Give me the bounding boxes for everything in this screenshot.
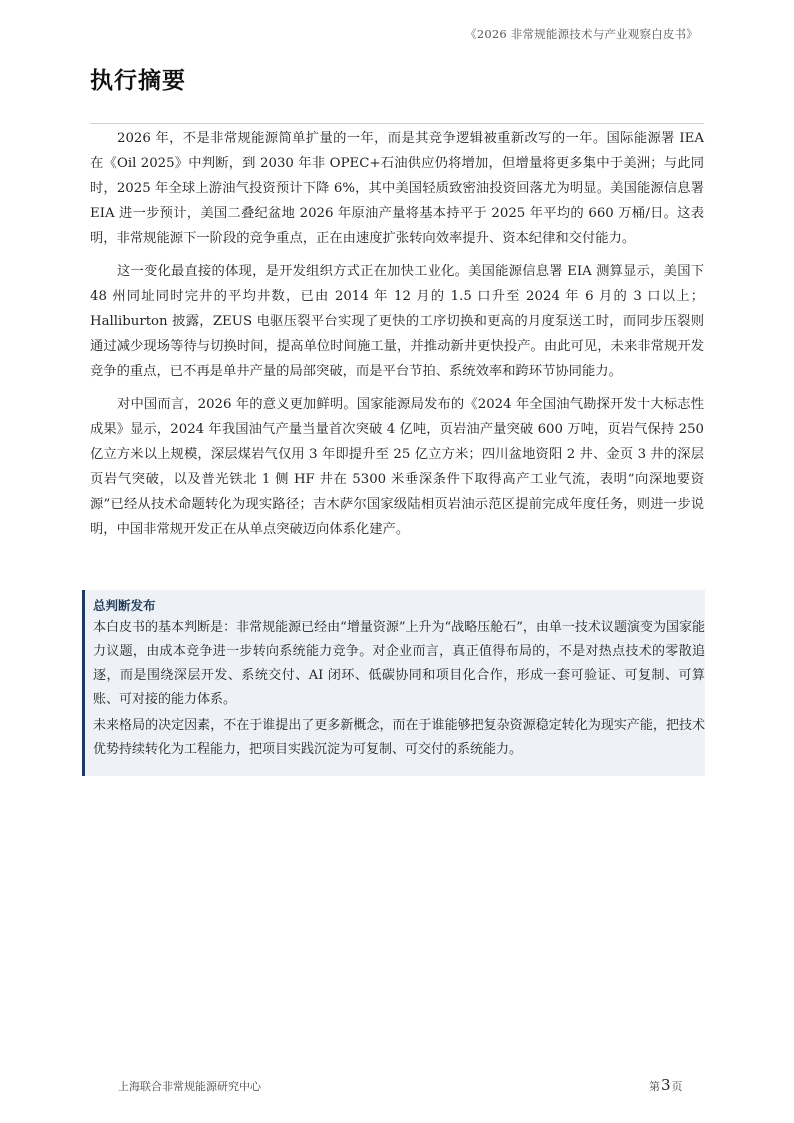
page-suffix: 页 [671, 1080, 683, 1093]
callout-heading: 总判断发布 [93, 598, 156, 613]
conclusion-callout [82, 590, 705, 776]
body-paragraph: 对中国而言，2026 年的意义更加鲜明。国家能源局发布的《2024 年全国油气勘探开发十大标志性成果》显示，2024 年我国油气产量当量首次突破 4 亿吨，页岩油产量突破 600 万吨，页岩气保持 250 亿立方米以上规模，深层煤岩气仅用 3 年即提升至 25 亿立方米；四川盆地资阳 2 井、金页 3 井的深层页岩气突破，以及普光铁北 1 侧 HF 井在 5300 米垂深条件下取得高产工业气流，表明“向深地要资源”已经从技术命题转化为现实路径；吉木萨尔国家级陆相页岩油示范区提前完成年度任务，则进一步说明，中国非常规开发正在从单点突破迈向体系化建产。 [90, 397, 704, 537]
footer-page-number [649, 1076, 683, 1094]
page-prefix: 第 [649, 1080, 660, 1093]
body-text [90, 126, 704, 550]
body-paragraph: 2026 年，不是非常规能源简单扩量的一年，而是其竞争逻辑被重新改写的一年。国际能源署 IEA 在《Oil 2025》中判断，到 2030 年非 OPEC+石油供应仍将增加，但增量将更多集中于美洲；与此同时，2025 年全球上游油气投资预计下降 6%，其中美国轻质致密油投资回落尤为明显。美国能源信息署 EIA 进一步预计，美国二叠纪盆地 2026 年原油产量将基本持平于 2025 年平均的 660 万桶/日。这表明，非常规能源下一阶段的竞争重点，正在由速度扩张转向效率提升、资本纪律和交付能力。 [90, 131, 704, 246]
footer-organization: 上海联合非常规能源研究中心 [118, 1080, 261, 1093]
page-number: 3 [661, 1076, 671, 1094]
title-divider [90, 123, 704, 124]
callout-paragraph: 本白皮书的基本判断是：非常规能源已经由“增量资源”上升为“战略压舱石”，由单一技术议题演变为国家能力议题，由成本竞争进一步转向系统能力竞争。对企业而言，真正值得布局的，不是对热点技术的零散追逐，而是围绕深层开发、系统交付、AI 闭环、低碳协同和项目化合作，形成一套可验证、可复制、可算账、可对接的能力体系。 [93, 620, 705, 707]
page-title: 执行摘要 [90, 68, 186, 94]
running-header: 《2026 非常规能源技术与产业观察白皮书》 [465, 27, 698, 41]
body-paragraph: 这一变化最直接的体现，是开发组织方式正在加快工业化。美国能源信息署 EIA 测算显示，美国下 48 州同址同时完井的平均井数，已由 2014 年 12 月的 1.5 口升至 2024 年 6 月的 3 口以上；Halliburton 披露，ZEUS 电驱压裂平台实现了更快的工序切换和更高的月度泵送工时，而同步压裂则通过减少现场等待与切换时间，提高单位时间施工量，并推动新井更快投产。由此可见，未来非常规开发竞争的重点，已不再是单井产量的局部突破，而是平台节拍、系统效率和跨环节协同能力。 [90, 264, 704, 379]
callout-paragraph: 未来格局的决定因素，不在于谁提出了更多新概念，而在于谁能够把复杂资源稳定转化为现实产能，把技术优势持续转化为工程能力，把项目实践沉淀为可复制、可交付的系统能力。 [93, 718, 705, 757]
